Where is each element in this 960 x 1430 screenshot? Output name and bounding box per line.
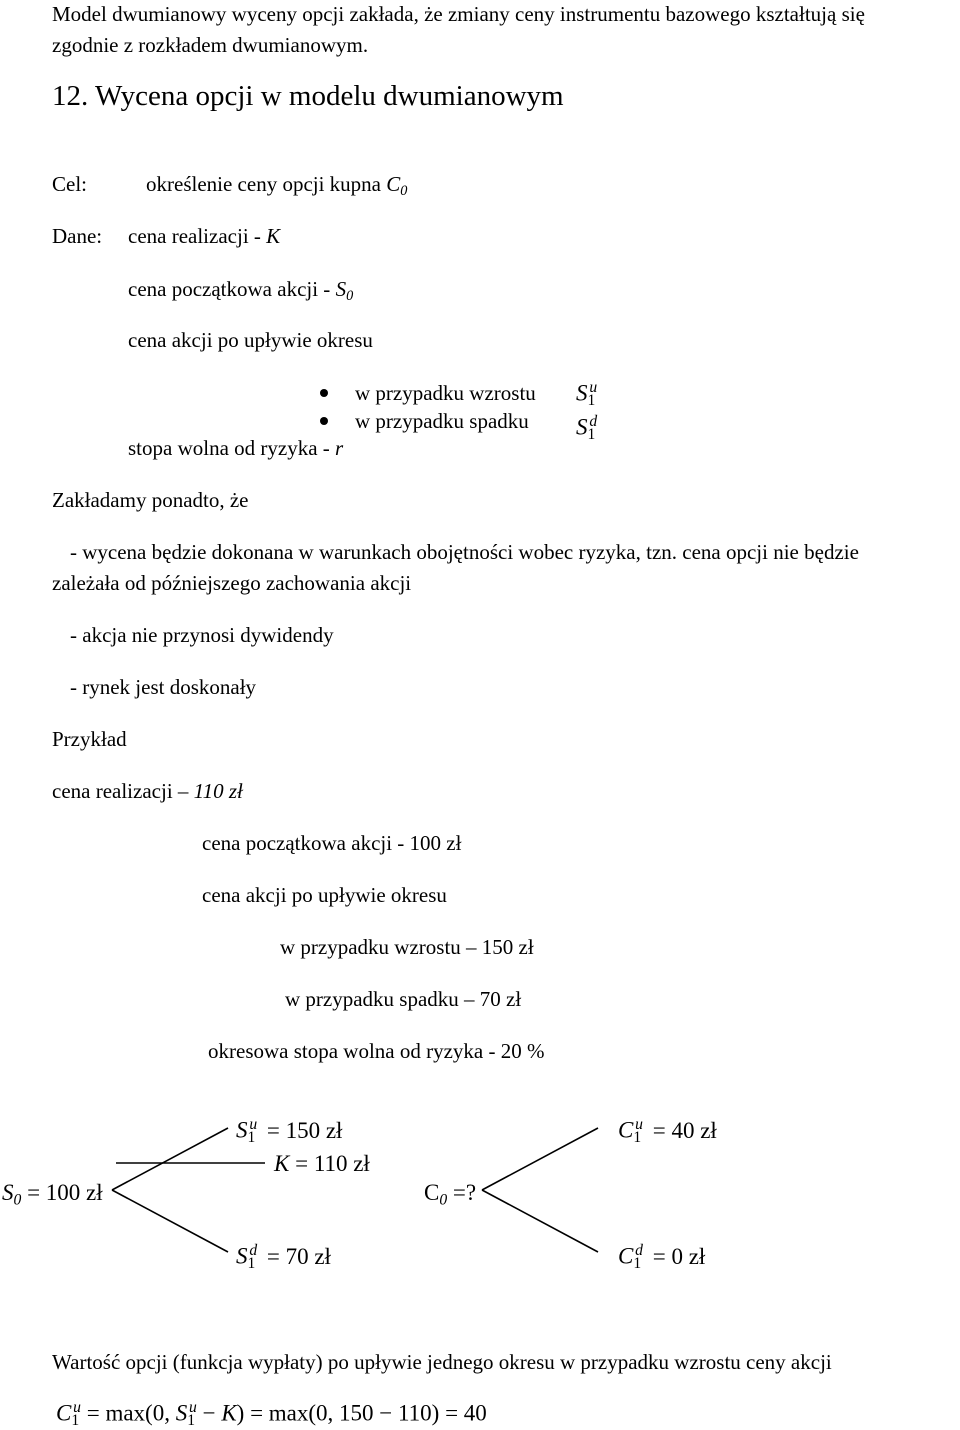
goal-text: określenie ceny opcji kupna $C_0$ (146, 172, 408, 199)
example-initial: cena początkowa akcji - 100 zł (202, 831, 462, 855)
bullet-up (320, 389, 328, 397)
given-price-after: cena akcji po upływie okresu (128, 328, 373, 352)
tree-line-option-up (482, 1128, 598, 1190)
given-down-symbol: $S_1^d$ (576, 413, 598, 443)
given-up-symbol: $S_1^u$ (576, 379, 598, 409)
example-label: Przykład (52, 727, 127, 751)
given-riskfree: stopa wolna od ryzyka - r (128, 436, 344, 460)
goal-label: Cel: (52, 172, 87, 196)
given-down-text: w przypadku spadku (355, 409, 529, 433)
given-initial-price: cena początkowa akcji - $S_0$ (128, 277, 354, 304)
intro-line-1: Model dwumianowy wyceny opcji zakłada, że zmiany ceny instrumentu bazowego kształtują się (52, 2, 865, 26)
tree-node-c0: $C_0$ =? (424, 1180, 477, 1209)
example-after: cena akcji po upływie okresu (202, 883, 447, 907)
tree-node-option-down: $C_1^d = 0$ zł (618, 1242, 706, 1272)
tree-line-stock-down (112, 1190, 228, 1252)
intro-line-2: zgodnie z rozkładem dwumianowym. (52, 33, 369, 57)
tree-node-strike: K = 110 zł (274, 1151, 370, 1176)
example-up: w przypadku wzrostu – 150 zł (280, 935, 534, 959)
example-down: w przypadku spadku – 70 zł (285, 987, 522, 1011)
assume-label: Zakładamy ponadto, że (52, 488, 249, 512)
tree-line-option-down (482, 1190, 598, 1252)
tree-node-option-up: $C_1^u = 40$ zł (618, 1116, 717, 1146)
example-strike: cena realizacji – 110 zł (52, 779, 243, 803)
given-strike: cena realizacji - K (128, 224, 281, 248)
assume-2: - akcja nie przynosi dywidendy (70, 623, 334, 647)
assume-1-line-1: - wycena będzie dokonana w warunkach obojętności wobec ryzyka, tzn. cena opcji nie będzie (70, 540, 859, 564)
given-up-text: w przypadku wzrostu (355, 381, 536, 405)
tree-node-stock-up: $S_1^u = 150$ zł (236, 1116, 343, 1146)
payoff-description: Wartość opcji (funkcja wypłaty) po upływie jednego okresu w przypadku wzrostu ceny akcji (52, 1350, 832, 1374)
tree-node-s0: $S_0 = 100$ zł (2, 1180, 103, 1209)
assume-1-line-2: zależała od późniejszego zachowania akcji (52, 571, 412, 595)
example-rate: okresowa stopa wolna od ryzyka - 20 % (208, 1039, 545, 1063)
tree-node-stock-down: $S_1^d = 70$ zł (236, 1242, 331, 1272)
assume-3: - rynek jest doskonały (70, 675, 257, 699)
section-heading: 12. Wycena opcji w modelu dwumianowym (52, 80, 564, 112)
payoff-formula: $C_1^u = \max(0$, $S_1^u - K) = \max(0$, 150 − 110) = 40 (56, 1399, 487, 1429)
given-label: Dane: (52, 224, 103, 248)
tree-line-stock-up (112, 1128, 228, 1190)
bullet-down (320, 417, 328, 425)
